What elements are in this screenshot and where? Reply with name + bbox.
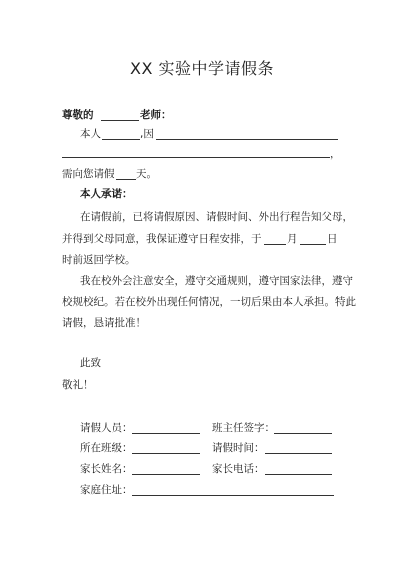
reason-blank-1[interactable] xyxy=(156,139,338,140)
leave-time-field[interactable] xyxy=(265,453,332,454)
leave-time-label: 请假时间： xyxy=(212,442,265,454)
promise-title: 本人承诺： xyxy=(80,188,133,200)
promise-p2-line2: 校规校纪。若在校外出现任何情况，一切后果由本人承担。特此 xyxy=(62,296,356,308)
parent-name-field[interactable] xyxy=(132,474,200,475)
promise-p2-line3: 请假，恳请批准！ xyxy=(62,317,146,329)
parent-phone-field[interactable] xyxy=(265,474,332,475)
line1-reason-label: ,因 xyxy=(140,128,154,140)
teacher-name-blank[interactable] xyxy=(101,120,139,121)
promise-p2-line1: 我在校外会注意安全，遵守交通规则，遵守国家法律，遵守 xyxy=(80,275,353,287)
class-label: 所在班级： xyxy=(80,442,133,454)
promise-p1-line3: 时前返回学校。 xyxy=(62,254,136,266)
parent-name-label: 家长姓名： xyxy=(80,463,133,475)
line2-end: ， xyxy=(330,148,341,160)
student-name-blank[interactable] xyxy=(102,139,140,140)
days-label: 需向您请假 xyxy=(62,168,115,180)
day-unit: 日 xyxy=(327,233,338,245)
promise-p1-line2: 并得到父母同意，我保证遵守日程安排，于 xyxy=(62,233,262,245)
promise-p1-line1: 在请假前，已将请假原因、请假时间、外出行程告知父母， xyxy=(80,211,353,223)
days-blank[interactable] xyxy=(116,179,136,180)
applicant-label: 请假人员： xyxy=(80,422,133,434)
closing-line1: 此致 xyxy=(80,357,101,369)
teacher-sign-field[interactable] xyxy=(274,433,332,434)
class-field[interactable] xyxy=(132,453,200,454)
days-unit: 天。 xyxy=(136,168,157,180)
month-unit: 月 xyxy=(287,233,298,245)
return-day-blank[interactable] xyxy=(300,244,326,245)
salutation-suffix: 老师： xyxy=(140,109,172,121)
parent-phone-label: 家长电话： xyxy=(212,463,265,475)
reason-blank-2[interactable] xyxy=(62,157,330,158)
applicant-field[interactable] xyxy=(132,433,200,434)
closing-line2: 敬礼！ xyxy=(62,379,94,391)
return-month-blank[interactable] xyxy=(264,244,286,245)
document-title: XX 实验中学请假条 xyxy=(130,59,275,78)
address-label: 家庭住址： xyxy=(80,484,133,496)
salutation-prefix: 尊敬的 xyxy=(62,109,94,121)
line1-prefix: 本人 xyxy=(80,128,101,140)
teacher-sign-label: 班主任签字： xyxy=(212,422,275,434)
address-field[interactable] xyxy=(132,495,334,496)
